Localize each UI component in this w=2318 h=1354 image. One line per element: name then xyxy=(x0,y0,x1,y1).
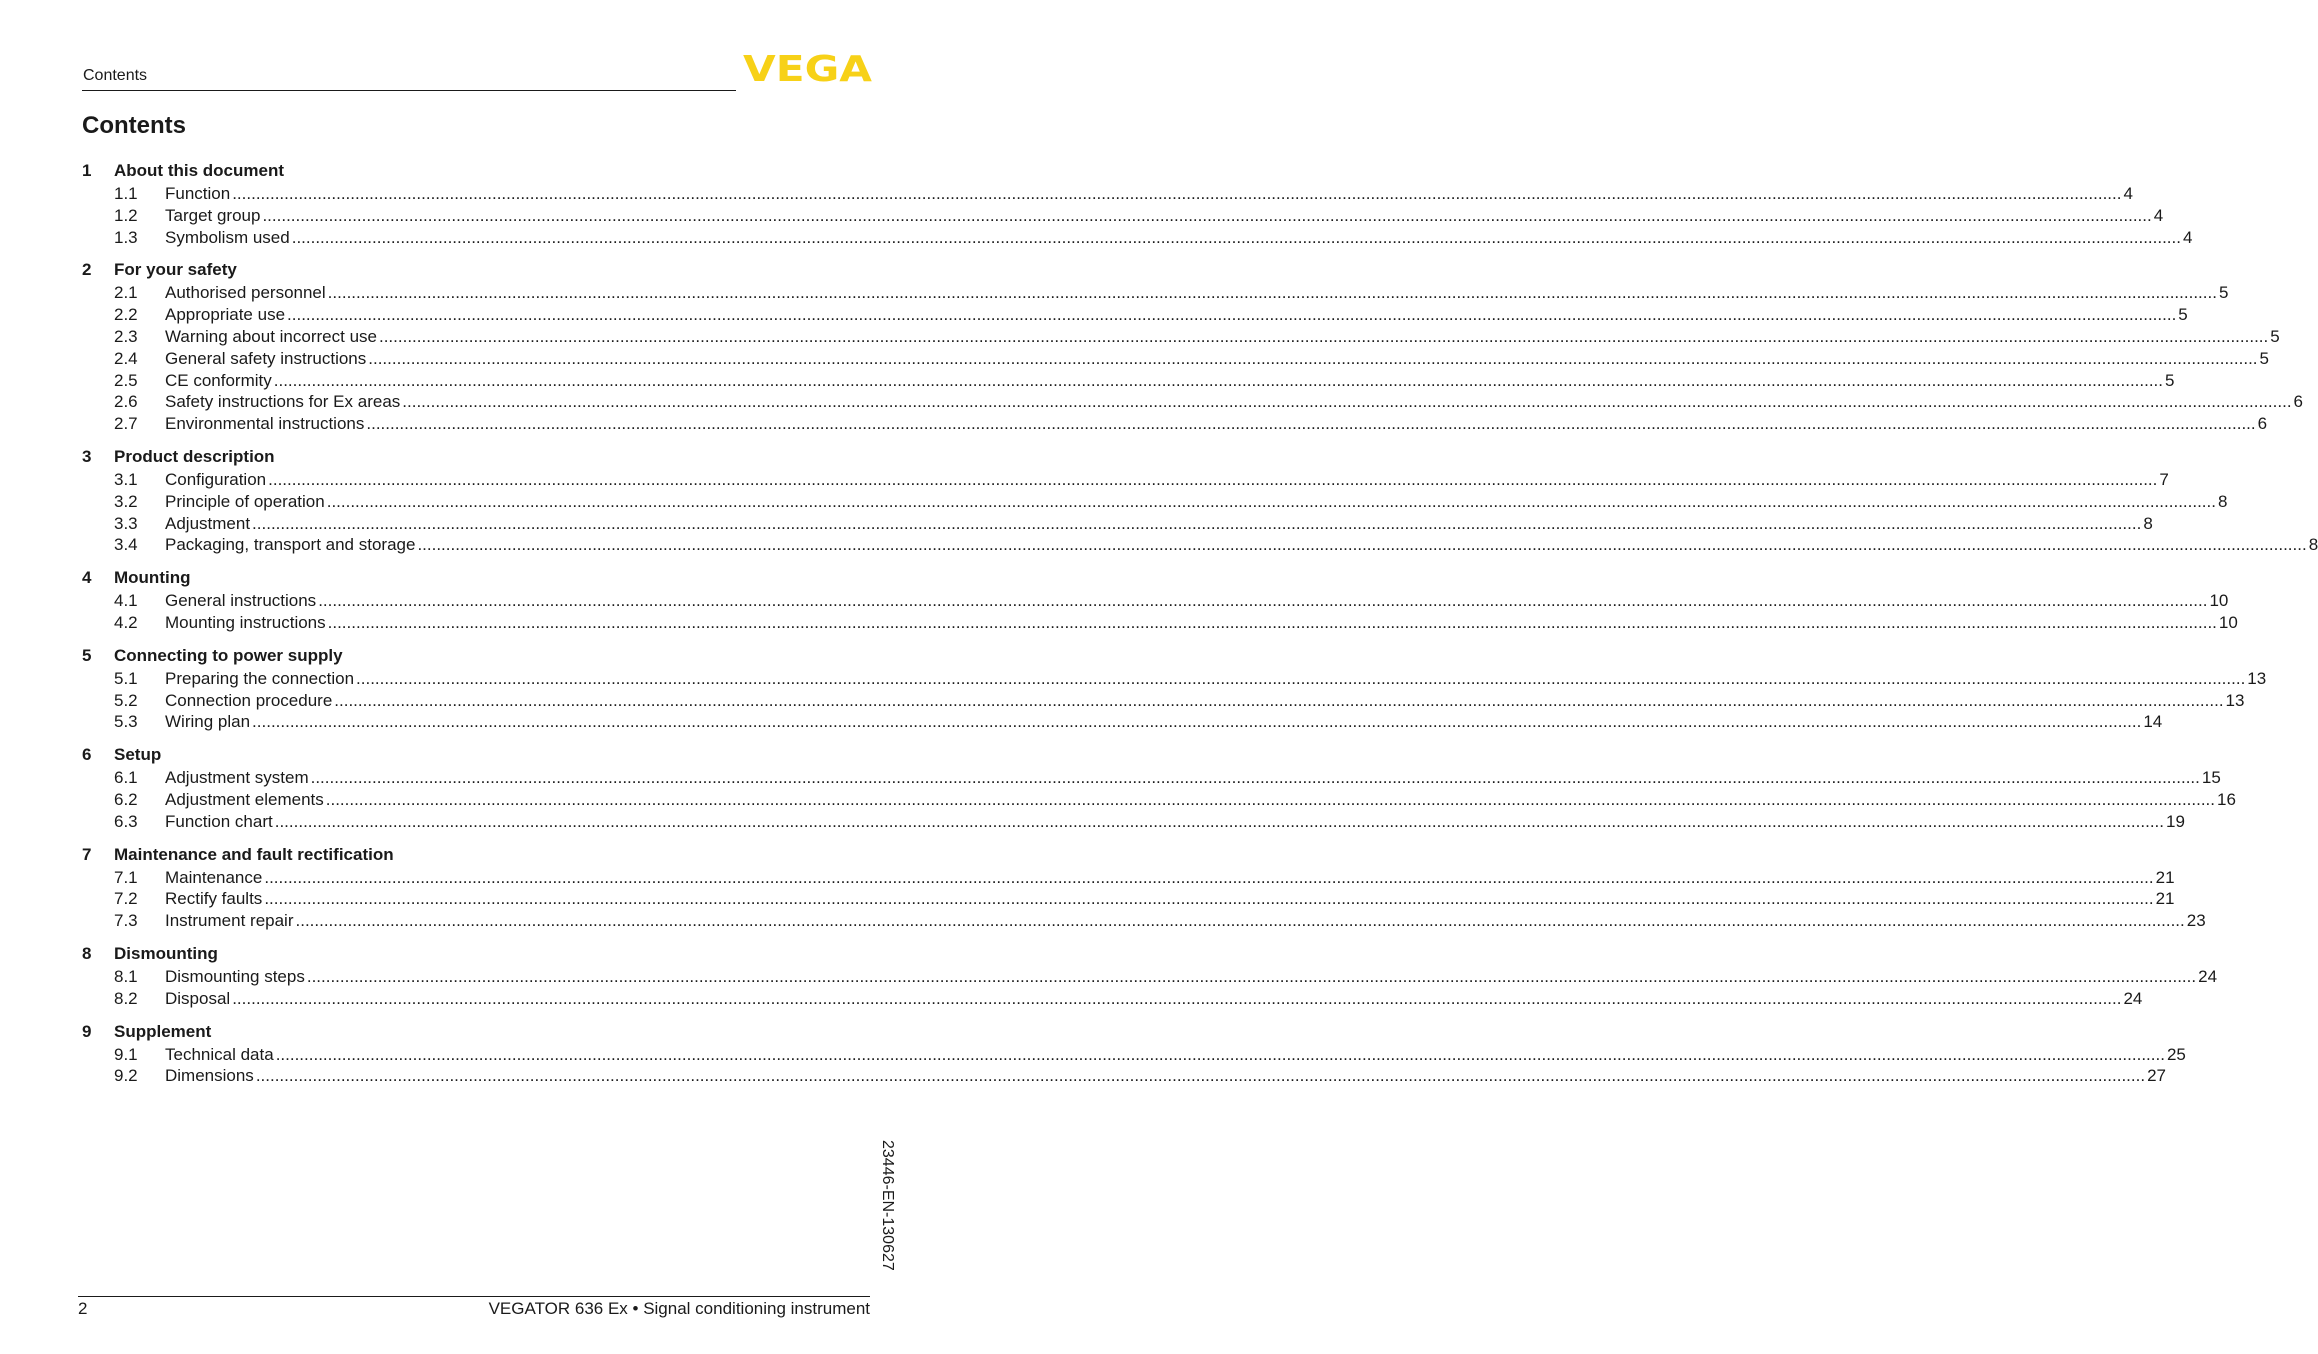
toc-section xyxy=(82,158,2193,248)
toc-entry-number: 7.2 xyxy=(114,889,138,909)
toc-dot-leader: ................................................................................................................................................................................................................................................................................................................................................................................................................ xyxy=(232,988,2122,1008)
toc-dot-leader: ................................................................................................................................................................................................................................................................................................................................................................................................................ xyxy=(417,535,2307,555)
toc-entry[interactable] xyxy=(82,348,2269,370)
toc-entry-page: 13 xyxy=(2225,690,2245,710)
toc-entry-title: Maintenance xyxy=(165,867,263,887)
toc-section-title: Product description xyxy=(114,446,275,466)
header-divider xyxy=(82,90,736,91)
toc-entry-number: 6.3 xyxy=(114,811,138,831)
toc-entry[interactable] xyxy=(82,183,2133,205)
toc-section-number: 5 xyxy=(82,645,92,665)
toc-entry-number: 3.3 xyxy=(114,513,138,533)
toc-entry-title: Adjustment xyxy=(165,513,251,533)
toc-entry-page: 10 xyxy=(2218,612,2238,632)
toc-entry-page: 16 xyxy=(2217,789,2236,809)
toc-entry-title: Safety instructions for Ex areas xyxy=(165,392,401,412)
toc-entry-title: Mounting instructions xyxy=(165,612,326,632)
toc-entry[interactable] xyxy=(82,227,2193,249)
toc-dot-leader: ................................................................................................................................................................................................................................................................................................................................................................................................................ xyxy=(334,690,2224,710)
toc-entry-number: 2.5 xyxy=(114,370,138,390)
toc-entry-number: 2.6 xyxy=(114,392,138,412)
toc-dot-leader: ................................................................................................................................................................................................................................................................................................................................................................................................................ xyxy=(356,668,2246,688)
toc-entry-page: 10 xyxy=(2209,591,2229,611)
toc-dot-leader: ................................................................................................................................................................................................................................................................................................................................................................................................................ xyxy=(325,789,2216,809)
toc-entry-number: 3.2 xyxy=(114,491,138,511)
toc-entry[interactable] xyxy=(82,867,2175,889)
toc-dot-leader: ................................................................................................................................................................................................................................................................................................................................................................................................................ xyxy=(366,414,2256,434)
toc-entry-title: Principle of operation xyxy=(165,491,325,511)
toc-dot-leader: ................................................................................................................................................................................................................................................................................................................................................................................................................ xyxy=(318,591,2208,611)
toc-entry-title: Warning about incorrect use xyxy=(165,326,377,346)
toc-entry-page: 4 xyxy=(2153,205,2164,225)
toc-entry-page: 5 xyxy=(2165,370,2175,390)
toc-dot-leader: ................................................................................................................................................................................................................................................................................................................................................................................................................ xyxy=(295,911,2185,931)
toc-entry-title: Authorised personnel xyxy=(165,283,326,303)
toc-entry-title: Technical data xyxy=(165,1044,274,1064)
toc-entry[interactable] xyxy=(82,966,2218,988)
toc-dot-leader: ................................................................................................................................................................................................................................................................................................................................................................................................................ xyxy=(232,184,2122,203)
toc-entry-number: 1.2 xyxy=(114,205,138,225)
toc-entry-title: Adjustment elements xyxy=(165,789,324,809)
toc-entry-page: 5 xyxy=(2178,305,2188,325)
toc-entry-number: 4.2 xyxy=(114,612,138,632)
toc-section xyxy=(82,1019,2186,1088)
footer-document-title: VEGATOR 636 Ex • Signal conditioning instrument xyxy=(488,1299,870,1318)
toc-entry[interactable] xyxy=(82,413,2268,435)
toc-section-heading[interactable] xyxy=(82,842,874,867)
toc-dot-leader: ................................................................................................................................................................................................................................................................................................................................................................................................................ xyxy=(273,370,2164,390)
toc-dot-leader: ................................................................................................................................................................................................................................................................................................................................................................................................................ xyxy=(402,392,2292,412)
toc-section-title: Connecting to power supply xyxy=(114,645,343,665)
toc-entry-page: 8 xyxy=(2308,535,2318,555)
toc-section-heading[interactable] xyxy=(82,565,874,590)
toc-entry[interactable] xyxy=(82,767,2221,789)
toc-entry-number: 2.1 xyxy=(114,283,138,303)
toc-section-title: Maintenance and fault rectification xyxy=(114,844,394,864)
toc-entry-title: Target group xyxy=(165,205,261,225)
toc-dot-leader: ................................................................................................................................................................................................................................................................................................................................................................................................................ xyxy=(252,712,2142,732)
toc-entry-title: Wiring plan xyxy=(165,712,251,732)
toc-section-heading[interactable] xyxy=(82,257,874,282)
toc-entry-page: 24 xyxy=(2123,988,2143,1008)
toc-entry[interactable] xyxy=(82,888,2175,910)
toc-entry-title: Appropriate use xyxy=(165,305,286,325)
toc-entry[interactable] xyxy=(82,910,2206,932)
toc-entry-title: Symbolism used xyxy=(165,227,290,247)
toc-dot-leader: ................................................................................................................................................................................................................................................................................................................................................................................................................ xyxy=(262,205,2152,225)
toc-section-heading[interactable] xyxy=(82,444,874,469)
toc-entry-number: 2.4 xyxy=(114,348,138,368)
toc-entry-title: Packaging, transport and storage xyxy=(165,535,416,555)
toc-dot-leader: ................................................................................................................................................................................................................................................................................................................................................................................................................ xyxy=(255,1066,2146,1086)
toc-section xyxy=(82,565,2238,634)
toc-section-number: 8 xyxy=(82,943,92,963)
document-code: 23446-EN-130627 xyxy=(879,1140,896,1271)
toc-entry[interactable] xyxy=(82,304,2188,326)
toc-entry-page: 8 xyxy=(2143,513,2153,533)
toc-dot-leader: ................................................................................................................................................................................................................................................................................................................................................................................................................ xyxy=(264,867,2154,887)
toc-section-heading[interactable] xyxy=(82,742,874,767)
toc-entry[interactable] xyxy=(82,491,2228,513)
toc-entry-title: Dismounting steps xyxy=(165,966,305,986)
toc-entry-title: CE conformity xyxy=(165,370,272,390)
toc-entry-page: 15 xyxy=(2201,768,2221,788)
toc-entry-title: Dimensions xyxy=(165,1066,254,1086)
toc-section-number: 3 xyxy=(82,446,92,466)
toc-entry-number: 9.1 xyxy=(114,1044,138,1064)
toc-section xyxy=(82,444,2318,556)
toc-entry-number: 6.1 xyxy=(114,768,138,788)
toc-entry-page: 24 xyxy=(2198,966,2218,986)
toc-entry-title: General instructions xyxy=(165,591,317,611)
toc-entry-number: 8.2 xyxy=(114,988,138,1008)
toc-entry[interactable] xyxy=(82,789,2236,811)
toc-entry-page: 13 xyxy=(2247,668,2267,688)
toc-entry-number: 9.2 xyxy=(114,1066,138,1086)
toc-entry-page: 21 xyxy=(2155,867,2175,887)
toc-section-title: About this document xyxy=(114,161,284,180)
toc-dot-leader: ................................................................................................................................................................................................................................................................................................................................................................................................................ xyxy=(327,283,2217,303)
table-of-contents xyxy=(82,158,2318,1096)
page-title: Contents xyxy=(82,112,186,139)
toc-entry-number: 1.3 xyxy=(114,227,138,247)
toc-dot-leader: ................................................................................................................................................................................................................................................................................................................................................................................................................ xyxy=(275,1044,2165,1064)
toc-entry-page: 25 xyxy=(2166,1044,2186,1064)
toc-dot-leader: ................................................................................................................................................................................................................................................................................................................................................................................................................ xyxy=(264,889,2154,909)
toc-section-heading[interactable] xyxy=(82,1019,874,1044)
toc-entry-page: 5 xyxy=(2218,283,2229,303)
toc-section-title: Mounting xyxy=(114,568,191,588)
toc-section-number: 1 xyxy=(82,161,92,180)
toc-dot-leader: ................................................................................................................................................................................................................................................................................................................................................................................................................ xyxy=(287,305,2177,325)
toc-section-title: Setup xyxy=(114,745,162,765)
toc-entry-page: 8 xyxy=(2217,491,2228,511)
vega-logo xyxy=(742,49,873,90)
toc-entry-title: Disposal xyxy=(165,988,231,1008)
toc-entry-page: 21 xyxy=(2155,889,2175,909)
toc-dot-leader: ................................................................................................................................................................................................................................................................................................................................................................................................................ xyxy=(326,491,2216,511)
toc-entry-number: 6.2 xyxy=(114,789,138,809)
toc-entry-title: Environmental instructions xyxy=(165,414,365,434)
toc-dot-leader: ................................................................................................................................................................................................................................................................................................................................................................................................................ xyxy=(306,966,2197,986)
toc-entry-page: 19 xyxy=(2166,811,2185,831)
toc-section-number: 6 xyxy=(82,745,92,765)
header-section-label: Contents xyxy=(83,67,148,84)
toc-dot-leader: ................................................................................................................................................................................................................................................................................................................................................................................................................ xyxy=(327,612,2217,632)
toc-entry-title: Preparing the connection xyxy=(165,668,355,688)
toc-entry[interactable] xyxy=(82,1044,2186,1066)
toc-entry-title: Instrument repair xyxy=(165,911,294,931)
toc-entry[interactable] xyxy=(82,534,2318,556)
toc-entry-title: Function chart xyxy=(165,811,273,831)
toc-entry-number: 2.3 xyxy=(114,326,138,346)
toc-entry[interactable] xyxy=(82,205,2164,227)
toc-entry-title: Configuration xyxy=(165,469,267,489)
toc-section xyxy=(82,941,2218,1010)
toc-section-heading[interactable] xyxy=(82,158,874,183)
toc-entry-page: 27 xyxy=(2147,1066,2166,1086)
toc-entry-page: 7 xyxy=(2159,469,2169,489)
footer-divider xyxy=(78,1296,870,1297)
toc-entry[interactable] xyxy=(82,1065,2166,1087)
toc-entry-page: 4 xyxy=(2123,184,2133,203)
toc-dot-leader: ................................................................................................................................................................................................................................................................................................................................................................................................................ xyxy=(310,768,2200,788)
toc-entry-title: Rectify faults xyxy=(165,889,263,909)
toc-entry-number: 8.1 xyxy=(114,966,138,986)
toc-entry-number: 2.7 xyxy=(114,414,138,434)
toc-entry[interactable] xyxy=(82,391,2304,413)
toc-entry-page: 14 xyxy=(2143,712,2163,732)
toc-entry-number: 7.1 xyxy=(114,867,138,887)
toc-section xyxy=(82,742,2236,832)
toc-section xyxy=(82,842,2206,932)
toc-entry-number: 1.1 xyxy=(114,184,138,203)
toc-entry[interactable] xyxy=(82,469,2169,491)
toc-entry[interactable] xyxy=(82,590,2229,612)
toc-entry-title: Adjustment system xyxy=(165,768,309,788)
toc-section-title: Supplement xyxy=(114,1021,212,1041)
toc-section-number: 9 xyxy=(82,1021,92,1041)
toc-entry-number: 7.3 xyxy=(114,911,138,931)
toc-entry[interactable] xyxy=(82,513,2153,535)
toc-dot-leader: ................................................................................................................................................................................................................................................................................................................................................................................................................ xyxy=(268,469,2158,489)
toc-entry[interactable] xyxy=(82,690,2245,712)
toc-entry[interactable] xyxy=(82,988,2143,1010)
toc-entry-page: 5 xyxy=(2259,348,2269,368)
toc-entry[interactable] xyxy=(82,370,2175,392)
toc-entry-page: 23 xyxy=(2186,911,2206,931)
toc-section-number: 2 xyxy=(82,260,92,280)
toc-entry[interactable] xyxy=(82,612,2238,634)
toc-entry[interactable] xyxy=(82,811,2185,833)
toc-section xyxy=(82,643,2267,733)
toc-dot-leader: ................................................................................................................................................................................................................................................................................................................................................................................................................ xyxy=(274,811,2164,831)
toc-entry[interactable] xyxy=(82,711,2163,733)
toc-entry[interactable] xyxy=(82,668,2267,690)
toc-section xyxy=(82,257,2304,435)
toc-dot-leader: ................................................................................................................................................................................................................................................................................................................................................................................................................ xyxy=(378,326,2269,346)
toc-entry-title: General safety instructions xyxy=(165,348,367,368)
vega-logo-text: VEGA xyxy=(743,49,873,90)
toc-entry-number: 2.2 xyxy=(114,305,138,325)
toc-entry[interactable] xyxy=(82,326,2280,348)
toc-section-number: 7 xyxy=(82,844,92,864)
toc-dot-leader: ................................................................................................................................................................................................................................................................................................................................................................................................................ xyxy=(291,227,2181,247)
toc-entry-title: Connection procedure xyxy=(165,690,333,710)
footer-page-number: 2 xyxy=(78,1299,88,1318)
toc-section-heading[interactable] xyxy=(82,941,874,966)
toc-section-title: Dismounting xyxy=(114,943,218,963)
toc-section-title: For your safety xyxy=(114,260,237,280)
toc-entry-page: 4 xyxy=(2182,227,2193,247)
toc-entry-number: 5.3 xyxy=(114,712,138,732)
toc-dot-leader: ................................................................................................................................................................................................................................................................................................................................................................................................................ xyxy=(368,348,2258,368)
toc-section-heading[interactable] xyxy=(82,643,874,668)
toc-entry-number: 5.1 xyxy=(114,668,138,688)
toc-dot-leader: ................................................................................................................................................................................................................................................................................................................................................................................................................ xyxy=(252,513,2142,533)
toc-entry-title: Function xyxy=(165,184,231,203)
toc-entry-number: 3.4 xyxy=(114,535,138,555)
toc-entry-page: 6 xyxy=(2257,414,2268,434)
toc-section-number: 4 xyxy=(82,568,92,588)
toc-entry-page: 6 xyxy=(2293,392,2304,412)
toc-entry-number: 5.2 xyxy=(114,690,138,710)
toc-entry-number: 3.1 xyxy=(114,469,138,489)
toc-entry[interactable] xyxy=(82,282,2229,304)
toc-entry-page: 5 xyxy=(2270,326,2280,346)
toc-entry-number: 4.1 xyxy=(114,591,138,611)
